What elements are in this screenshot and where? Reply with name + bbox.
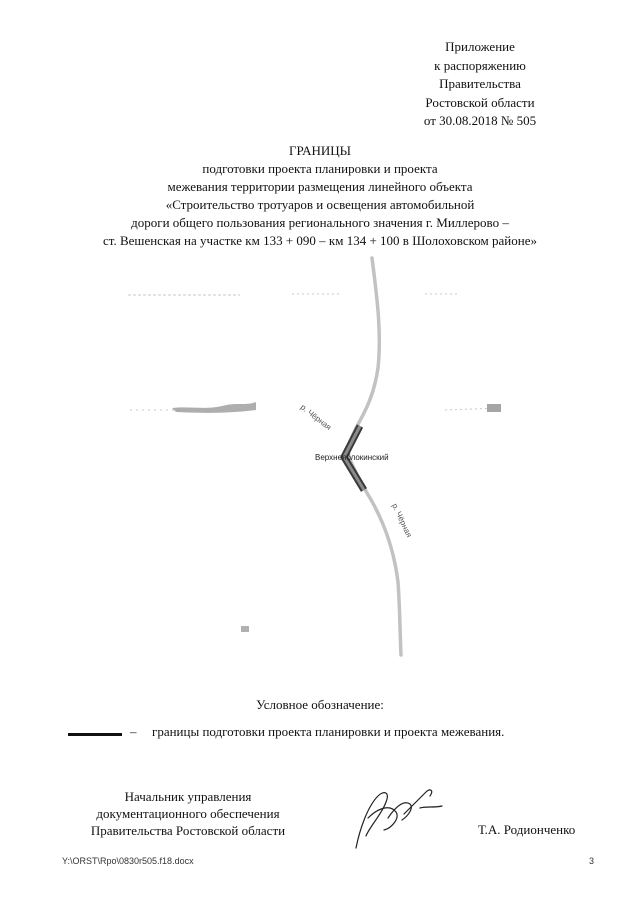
position-line: Начальник управления: [124, 789, 252, 804]
footer-file-path: Y:\ORST\Rpo\0830r505.f18.docx: [62, 856, 194, 866]
appendix-line: Ростовской области: [425, 94, 535, 110]
river-label-upper: р. Чёрная: [298, 402, 333, 432]
map-road-fragment: [172, 402, 256, 413]
signatory-name: Т.А. Родионченко: [478, 822, 576, 837]
appendix-line: от 30.08.2018 № 505: [423, 113, 537, 128]
appendix-line: Приложение: [445, 39, 515, 54]
map-faint-traces: [128, 294, 500, 410]
map-road-fragment: [487, 404, 501, 412]
legend-boundary-line: [68, 733, 122, 736]
appendix-line: к распоряжению: [434, 57, 526, 73]
title-line: межевания территории размещения линейного объекта: [167, 179, 473, 194]
title-line: ст. Вешенская на участке км 133 + 090 – км 134 + 100 в Шолоховском районе»: [103, 233, 537, 248]
map-road-fragment: [241, 626, 249, 632]
legend-text: границы подготовки проекта планировки и проекта межевания.: [152, 724, 505, 739]
signatory-position: [68, 788, 308, 839]
legend-title: Условное обозначение:: [256, 697, 384, 712]
appendix-block: [380, 38, 580, 131]
title-line: дороги общего пользования регионального значения г. Миллерово –: [131, 215, 509, 230]
river-label-lower: р. Чёрная: [390, 502, 414, 539]
handwritten-signature: [338, 778, 458, 858]
document-title: [0, 142, 640, 250]
position-line: документационного обеспечения: [96, 806, 280, 821]
page-number: 3: [589, 856, 595, 866]
title-line: подготовки проекта планировки и проекта: [202, 161, 438, 176]
settlement-label: Верхнеяблокинский: [315, 453, 389, 462]
appendix-line: Правительства: [439, 76, 521, 91]
boundary-map: [0, 250, 640, 660]
title-line: «Строительство тротуаров и освещения автомобильной: [165, 197, 475, 212]
position-line: Правительства Ростовской области: [90, 823, 286, 838]
title-heading: ГРАНИЦЫ: [289, 143, 351, 158]
legend-dash: –: [130, 724, 137, 739]
